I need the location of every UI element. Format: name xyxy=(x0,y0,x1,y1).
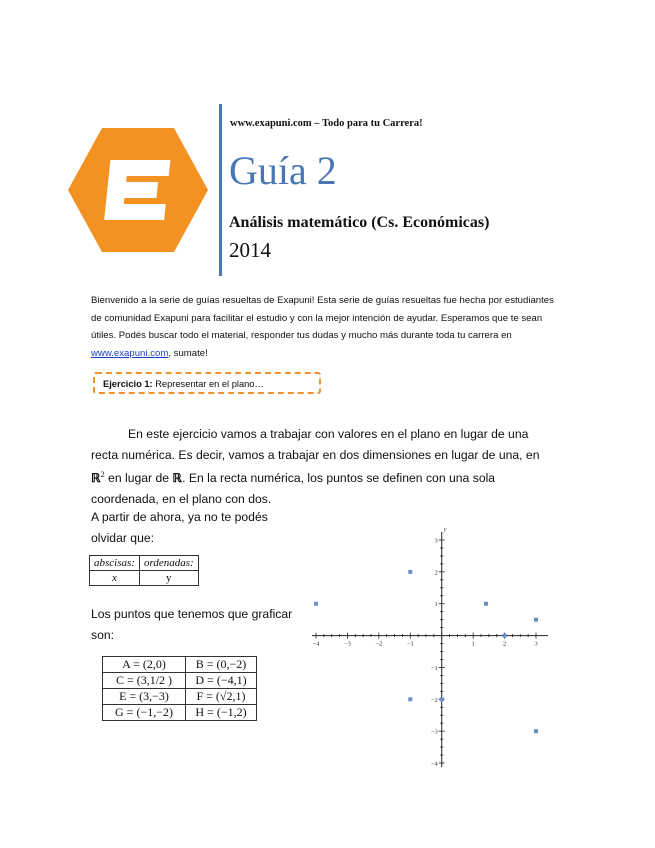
exapuni-e-logo-icon xyxy=(66,126,210,254)
data-point xyxy=(534,618,538,622)
intro-paragraph: Bienvenido a la serie de guías resueltas de Exapuni! Esta serie de guías resueltas fue hecha por estudiantes de comunidad Exapuni para facilitar el estudio y con la mejor intención de ayudar. Esperamos que te sean útiles. Podés buscar todo el material, responder tus dudas y mucho más durante toda tu carrera en www.exapuni.com, sumate! xyxy=(91,295,554,359)
data-point xyxy=(503,634,507,638)
x-tick-label: 1 xyxy=(471,640,475,648)
y-tick-label: −1 xyxy=(430,664,438,672)
y-tick-label: −2 xyxy=(430,696,438,704)
header-divider xyxy=(219,104,222,276)
cartesian-plot xyxy=(308,525,556,770)
x-tick-label: 3 xyxy=(534,640,538,648)
year: 2014 xyxy=(229,238,271,262)
exercise-statement: Representar en el plano… xyxy=(155,379,264,389)
x-tick-label: 2 xyxy=(502,640,507,648)
point-cell: G = (−1,−2) xyxy=(103,705,186,721)
y-tick-label: 1 xyxy=(434,601,438,609)
site-tagline: www.exapuni.com – Todo para tu Carrera! xyxy=(230,118,423,129)
points-intro-text: Los puntos que tenemos que graficar son: xyxy=(91,607,293,642)
x-tick-label: −2 xyxy=(375,640,383,648)
data-point xyxy=(534,729,538,733)
exapuni-link[interactable]: www.exapuni.com xyxy=(91,347,169,359)
data-point xyxy=(314,602,318,606)
reminder-text: A partir de ahora, ya no te podés olvidar que: xyxy=(91,510,268,545)
abscissa-value: x xyxy=(90,571,140,586)
point-cell: F = (√2,1) xyxy=(186,689,257,705)
exercise-label: Ejercicio 1 xyxy=(103,379,150,389)
point-cell: D = (−4,1) xyxy=(186,673,257,689)
y-tick-label: −4 xyxy=(430,760,438,768)
axes-table xyxy=(89,555,199,586)
points-table xyxy=(102,656,257,721)
point-cell: B = (0,−2) xyxy=(186,657,257,673)
data-point xyxy=(408,570,412,574)
point-cell: E = (3,−3) xyxy=(103,689,186,705)
ordinate-header: ordenadas: xyxy=(139,556,198,571)
y-tick-label: 2 xyxy=(434,569,438,577)
point-cell: H = (−1,2) xyxy=(186,705,257,721)
exercise-header-box: Ejercicio 1: Representar en el plano… xyxy=(93,372,321,394)
x-tick-label: −3 xyxy=(343,640,351,648)
page-title: Guía 2 xyxy=(229,148,337,193)
data-point xyxy=(440,697,444,701)
data-point xyxy=(408,697,412,701)
x-tick-label: −1 xyxy=(406,640,414,648)
data-point xyxy=(484,602,488,606)
y-axis-label: y xyxy=(443,527,447,533)
y-tick-label: −3 xyxy=(430,728,438,736)
x-tick-label: −4 xyxy=(312,640,320,648)
course-subtitle: Análisis matemático (Cs. Económicas) xyxy=(229,214,490,231)
ordinate-value: y xyxy=(139,571,198,586)
explanation-paragraph: En este ejercicio vamos a trabajar con valores en el plano en lugar de una recta numérica. Es decir, vamos a trabajar en dos dimensiones en lugar de una, en ℝ$^2$ en lugar de ℝ. En la recta numérica, los puntos se definen con una sola coordenada, en el plano con dos. xyxy=(91,427,540,506)
y-tick-label: 3 xyxy=(434,537,438,545)
point-cell: A = (2,0) xyxy=(103,657,186,673)
abscissa-header: abscisas: xyxy=(90,556,140,571)
point-cell: C = (3,1/2 ) xyxy=(103,673,186,689)
